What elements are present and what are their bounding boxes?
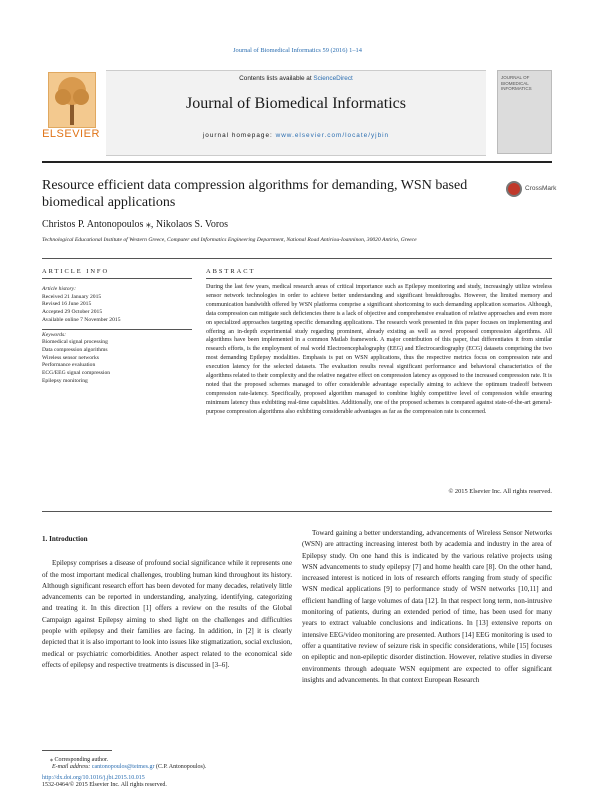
- author-list[interactable]: Christos P. Antonopoulos ⁎, Nikolaos S. Voros: [42, 219, 229, 230]
- journal-reference[interactable]: Journal of Biomedical Informatics 59 (2016) 1–14: [233, 47, 362, 54]
- publisher-name: ELSEVIER: [42, 128, 100, 140]
- history-item: Available online 7 November 2015: [42, 316, 121, 323]
- history-item: Accepted 29 October 2015: [42, 309, 103, 316]
- abstract-text: During the last few years, medical research areas of critical importance such as Epilepsy monitoring and study, increasingly utilize wireless sensor network technologies in order to achieve better understanding and significant breakthroughs. However, the limited memory and communication bandwidth offered by WSN platforms comprise a significant shortcoming to such demanding application scenarios. Although, data compression can mitigate such deficiencies there is a lack of objective and comprehensive evaluation of relative approaches and even more on specialized approaches targeting specific demanding applications. The research work presented in this paper focuses on implementing and offering an in-depth experimental study regarding prominent, already existing as well as novel proposed compression algorithms. All algorithms have been implemented in a common Matlab framework. A major contribution of this paper, that differentiates it from similar research efforts, is the employment of real world Electroencephalography (EEG) and Electrocardiography (ECG) datasets comprising the two most demanding Epilepsy modalities. Emphasis is put on WSN applications, thus the respective metrics focus on compression rate and execution latency for the selected datasets. The evaluation results reveal significant performance and behavioral characteristics of the algorithms related to their complexity and the relative negative effect on compression latency as opposed to the increased compression rate. It is noted that the proposed schemes managed to offer considerable advantage especially aiming to achieve the optimum tradeoff between compression rate-latency. Specifically, proposed algorithm managed to combine highly competitive level of compression while ensuring minimum latency thus exhibiting real-time capabilities. Additionally, one of the proposed schemes is compared against state-of-the-art general-purpose compression algorithms also exhibiting considerable advantages as far as the compression rate is concerned.: [206, 284, 552, 415]
- abstract-heading: ABSTRACT: [206, 268, 256, 275]
- keyword: Biomedical signal processing: [42, 339, 108, 346]
- cover-title: JOURNAL OF BIOMEDICAL INFORMATICS: [501, 75, 532, 91]
- article-title: Resource efficient data compression algorithms for demanding, WSN based biomedical applications: [42, 178, 468, 210]
- section-heading: 1. Introduction: [42, 535, 88, 543]
- elsevier-logo: [42, 70, 100, 150]
- issn-line: 1532-0464/© 2015 Elsevier Inc. All rights reserved.: [42, 782, 167, 789]
- info-divider: [42, 329, 192, 330]
- crossmark-badge[interactable]: [506, 181, 556, 201]
- right-column: [302, 528, 552, 686]
- elsevier-tree-icon: [48, 72, 96, 128]
- email-link[interactable]: cantonopoulos@teimes.gr: [91, 764, 155, 771]
- footnote-rule: [42, 750, 112, 751]
- keywords-label: Keywords:: [42, 331, 67, 338]
- history-label: Article history:: [42, 286, 77, 292]
- history-item: Revised 16 June 2015: [42, 301, 92, 308]
- keyword: Epilepsy monitoring: [42, 377, 88, 384]
- footnote: ⁎ Corresponding author. E-mail address: cantonopoulos@teimes.gr (C.P. Antonopoulos).: [42, 757, 292, 772]
- section-divider: [42, 258, 552, 259]
- crossmark-icon: [506, 181, 522, 197]
- homepage-line: journal homepage: www.elsevier.com/locate/yjbin: [202, 132, 390, 139]
- crossmark-label: CrossMark: [525, 185, 557, 192]
- keyword: Data compression algorithms: [42, 346, 108, 353]
- corresponding-author: ⁎ Corresponding author.: [50, 757, 109, 763]
- keyword: Wireless sensor networks: [42, 354, 99, 361]
- header-divider: [42, 161, 552, 163]
- abstract-copyright: © 2015 Elsevier Inc. All rights reserved.: [448, 488, 552, 495]
- keyword: Performance evaluation: [42, 362, 96, 369]
- affiliation: Technological Educational Institute of Western Greece, Computer and Informatics Engineering Department, National Road Antiriou-Ioanninon, 30020 Antirio, Greece: [42, 237, 417, 243]
- history-item: Received 21 January 2015: [42, 293, 102, 300]
- journal-cover: [497, 70, 552, 154]
- abstract-rule: [206, 278, 552, 279]
- body-divider: [42, 511, 552, 512]
- article-info-rule: [42, 278, 192, 279]
- article-info: [42, 286, 192, 385]
- keyword: ECG/EEG signal compression: [42, 370, 111, 377]
- intro-paragraph-2: Toward gaining a better understanding, advancements of Wireless Sensor Networks (WSN) are attracting increasing interest both by academia and industry in the area of Epilepsy study. On one hand this is indicated by the various relative projects using WSN advancements to study epilepsy [7] and home health care [8]. On the other hand, increased interest is noticed in lots of research efforts ranging from study of specific WSN medical applications [9] to performance study of WSN networks [10,11] and efficient handling of large volumes of data [12]. In that respect long term, non-intrusive monitoring of patients, during an extended period of time, has been used for many years to extract valuable conclusions and indications. In [13] extensive reports on intensive EEG/video monitoring are presented. Authors [14] EEG monitoring is used to offer a quantitative review of seizure risk in specific considerations, while [15] focuses on epileptic and non-epileptic disorder distinction. However, relative studies in diverse environments through adequate WSN equipment are expected to offer significant insights and advancements. In that context European Research: [302, 529, 552, 684]
- intro-paragraph-1: Epilepsy comprises a disease of profound social significance while it represents one of the most important medical challenges, troubling human kind throughout its history. Although significant research effort has been devoted for many decades, relatively little advancements can be reported in understanding, analyzing, identifying, categorizing and treating it. In this direction [1] offers a review on the results of the Global Campaign against Epilepsy aiming to shed light on the challenges and difficulties people with epilepsy and their families are facing. In addition, in [2] it is clearly depicted that it is also important to look into issues like stigmatization, social exclusion, medical or psychiatric comorbidities. Another aspect related to the economical side effects of epilepsy and respective treatments is discussed in [3–6].: [42, 559, 292, 669]
- homepage-link[interactable]: www.elsevier.com/locate/yjbin: [275, 132, 390, 139]
- left-column: [42, 534, 292, 671]
- journal-header: [42, 70, 552, 154]
- journal-banner: [106, 70, 486, 156]
- doi-block: [42, 775, 292, 790]
- contents-line: Contents lists available at ScienceDirect: [239, 75, 353, 82]
- journal-title: Journal of Biomedical Informatics: [186, 95, 406, 112]
- doi-link[interactable]: http://dx.doi.org/10.1016/j.jbi.2015.10.015: [42, 775, 145, 781]
- article-info-heading: ARTICLE INFO: [42, 268, 110, 275]
- sciencedirect-link[interactable]: ScienceDirect: [313, 75, 353, 82]
